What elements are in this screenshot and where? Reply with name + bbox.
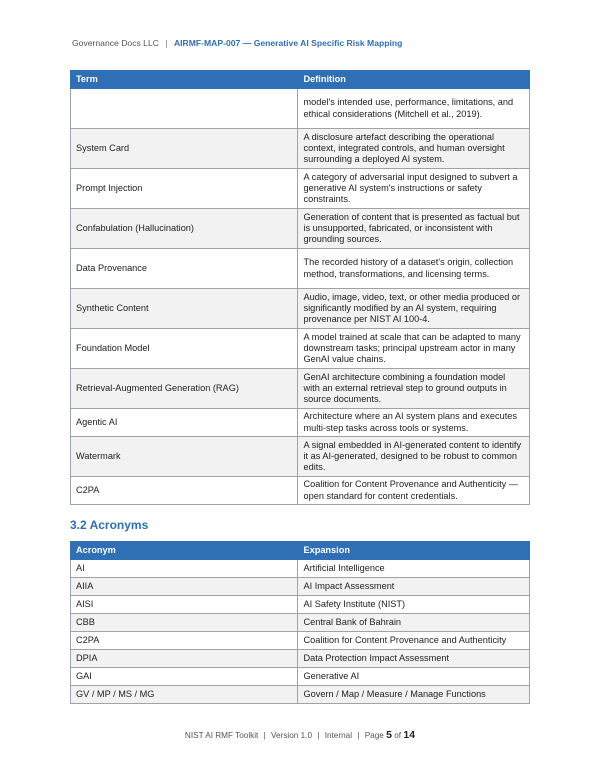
expansion-cell: AI Safety Institute (NIST) [298,596,530,614]
expansion-cell: Coalition for Content Provenance and Authenticity [298,632,530,650]
expansion-cell: Central Bank of Bahrain [298,614,530,632]
table-row [71,289,530,329]
column-header-expansion: Expansion [298,542,530,560]
table-row [71,596,530,614]
table-row [71,650,530,668]
footer-separator: | [263,731,266,740]
term-cell [71,89,298,129]
table-row [71,578,530,596]
column-header-term: Term [71,71,298,89]
acronym-cell: AI [71,560,298,578]
expansion-cell: Generative AI [298,668,530,686]
acronym-cell: GV / MP / MS / MG [71,686,298,704]
acronyms-table [70,541,530,704]
expansion-cell: Data Protection Impact Assessment [298,650,530,668]
page-number: 5 [386,729,392,741]
acronym-cell: DPIA [71,650,298,668]
table-row [71,129,530,169]
definition-cell: Audio, image, video, text, or other media produced or significantly modified by an AI system, requiring provenance per NIST AI 100-4. [298,289,530,329]
definition-cell: Coalition for Content Provenance and Authenticity — open standard for content credentials. [298,477,530,505]
expansion-cell: Artificial Intelligence [298,560,530,578]
definition-cell: A model trained at scale that can be adapted to many downstream tasks; principal upstream actor in many GenAI value chains. [298,329,530,369]
table-row [71,477,530,505]
term-cell: C2PA [71,477,298,505]
table-row [71,89,530,129]
term-cell: Agentic AI [71,409,298,437]
acronym-cell: GAI [71,668,298,686]
definition-cell: Architecture where an AI system plans and executes multi-step tasks across tools or systems. [298,409,530,437]
term-cell: Synthetic Content [71,289,298,329]
table-row [71,686,530,704]
header-separator: | [165,38,168,48]
of-label: of [394,731,402,740]
footer-separator: | [317,731,320,740]
column-header-acronym: Acronym [71,542,298,560]
term-cell: Prompt Injection [71,169,298,209]
definition-cell: The recorded history of a dataset's origin, collection method, transformations, and licensing terms. [298,249,530,289]
table-row [71,409,530,437]
section-heading: 3.2 Acronyms [70,518,149,532]
acronyms-header-row [71,542,530,560]
acronym-cell: AIIA [71,578,298,596]
acronym-cell: AISI [71,596,298,614]
table-row [71,369,530,409]
table-row [71,668,530,686]
page-header [72,38,402,48]
page-footer [0,729,600,741]
footer-classification: Internal [324,731,353,740]
table-row [71,614,530,632]
definition-cell: A signal embedded in AI-generated content to identify it as AI-generated, designed to be robust to common edits. [298,437,530,477]
definition-cell: GenAI architecture combining a foundation model with an external retrieval step to ground outputs in source documents. [298,369,530,409]
acronym-cell: CBB [71,614,298,632]
table-row [71,169,530,209]
table-row [71,560,530,578]
page-total: 14 [403,729,416,741]
definition-cell: A category of adversarial input designed to subvert a generative AI system's instructions or safety constraints. [298,169,530,209]
table-row [71,329,530,369]
definition-cell: A disclosure artefact describing the operational context, integrated controls, and human oversight surrounding a deployed AI system. [298,129,530,169]
document-title: AIRMF-MAP-007 — Generative AI Specific Risk Mapping [173,38,403,48]
term-cell: Foundation Model [71,329,298,369]
definition-cell: Generation of content that is presented as factual but is unsupported, fabricated, or inconsistent with grounding sources. [298,209,530,249]
column-header-definition: Definition [298,71,530,89]
definition-cell: model's intended use, performance, limitations, and ethical considerations (Mitchell et al., 2019). [298,89,530,129]
table-row [71,437,530,477]
table-row [71,249,530,289]
term-cell: Watermark [71,437,298,477]
org-name: Governance Docs LLC [72,38,159,48]
term-cell: Confabulation (Hallucination) [71,209,298,249]
expansion-cell: AI Impact Assessment [298,578,530,596]
page-label: Page [364,731,384,740]
footer-version: Version 1.0 [271,731,312,740]
footer-separator: | [357,731,360,740]
footer-toolkit: NIST AI RMF Toolkit [184,731,259,740]
term-cell: Retrieval-Augmented Generation (RAG) [71,369,298,409]
table-row [71,209,530,249]
term-cell: System Card [71,129,298,169]
acronym-cell: C2PA [71,632,298,650]
term-cell: Data Provenance [71,249,298,289]
glossary-table [70,70,530,505]
table-row [71,632,530,650]
expansion-cell: Govern / Map / Measure / Manage Functions [298,686,530,704]
glossary-header-row [71,71,530,89]
